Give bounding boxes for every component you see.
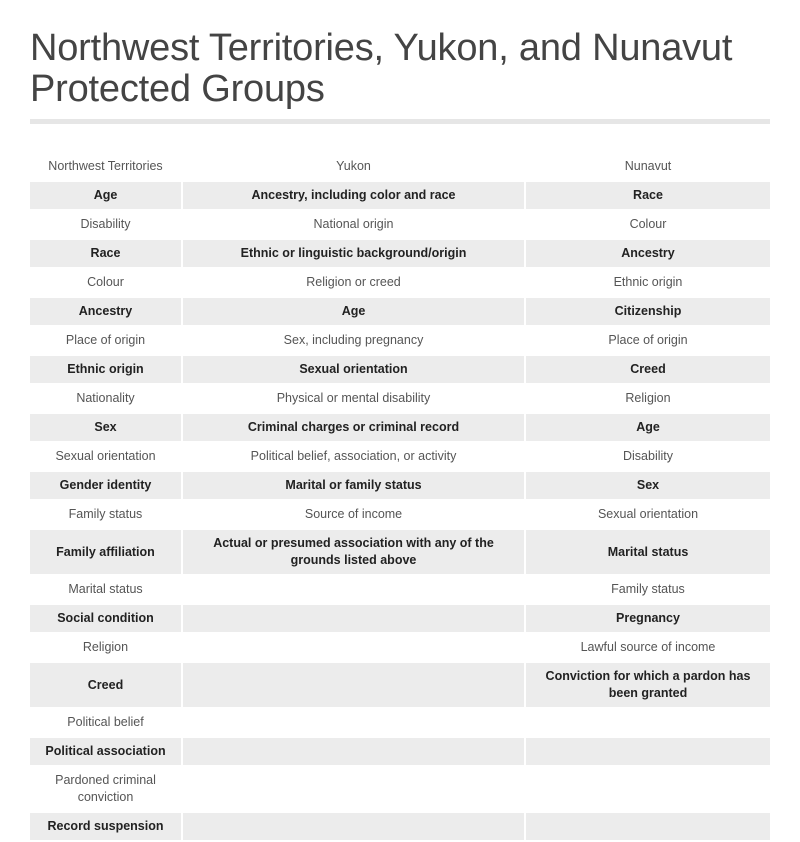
- cell-yukon: National origin: [183, 211, 526, 240]
- cell-northwest-territories: Record suspension: [30, 813, 183, 842]
- table-row: [30, 813, 770, 842]
- table-row: [30, 182, 770, 211]
- table-row: [30, 356, 770, 385]
- cell-nunavut: Citizenship: [526, 298, 770, 327]
- cell-yukon: Political belief, association, or activity: [183, 443, 526, 472]
- cell-nunavut: Colour: [526, 211, 770, 240]
- table-row: [30, 443, 770, 472]
- cell-nunavut: Religion: [526, 385, 770, 414]
- cell-yukon: [183, 767, 526, 813]
- cell-nunavut: Family status: [526, 576, 770, 605]
- cell-nunavut: Race: [526, 182, 770, 211]
- table-row: [30, 327, 770, 356]
- cell-northwest-territories: Pardoned criminal conviction: [30, 767, 183, 813]
- table-body: [30, 182, 770, 842]
- table-row: [30, 298, 770, 327]
- page-title: Northwest Territories, Yukon, and Nunavut Protected Groups: [30, 27, 733, 110]
- cell-yukon: Criminal charges or criminal record: [183, 414, 526, 443]
- table-row: [30, 709, 770, 738]
- protected-groups-table: [30, 153, 770, 842]
- cell-northwest-territories: Age: [30, 182, 183, 211]
- table-row: [30, 634, 770, 663]
- cell-northwest-territories: Disability: [30, 211, 183, 240]
- cell-yukon: [183, 709, 526, 738]
- table-row: [30, 414, 770, 443]
- cell-yukon: Ethnic or linguistic background/origin: [183, 240, 526, 269]
- cell-nunavut: Ancestry: [526, 240, 770, 269]
- cell-nunavut: Sex: [526, 472, 770, 501]
- column-header-northwest-territories: Northwest Territories: [30, 153, 183, 182]
- cell-nunavut: Disability: [526, 443, 770, 472]
- cell-yukon: Sex, including pregnancy: [183, 327, 526, 356]
- cell-northwest-territories: Colour: [30, 269, 183, 298]
- cell-nunavut: Lawful source of income: [526, 634, 770, 663]
- table-row: [30, 385, 770, 414]
- table-row: [30, 576, 770, 605]
- cell-nunavut: [526, 738, 770, 767]
- cell-yukon: Physical or mental disability: [183, 385, 526, 414]
- cell-yukon: Age: [183, 298, 526, 327]
- table-row: [30, 240, 770, 269]
- cell-northwest-territories: Ethnic origin: [30, 356, 183, 385]
- cell-northwest-territories: Family affiliation: [30, 530, 183, 576]
- cell-northwest-territories: Social condition: [30, 605, 183, 634]
- cell-northwest-territories: Sex: [30, 414, 183, 443]
- cell-yukon: Actual or presumed association with any of the grounds listed above: [183, 530, 526, 576]
- table-row: [30, 767, 770, 813]
- cell-northwest-territories: Political association: [30, 738, 183, 767]
- cell-yukon: [183, 605, 526, 634]
- cell-nunavut: Place of origin: [526, 327, 770, 356]
- cell-yukon: Sexual orientation: [183, 356, 526, 385]
- table-header-row: [30, 153, 770, 182]
- cell-northwest-territories: Nationality: [30, 385, 183, 414]
- table-row: [30, 472, 770, 501]
- cell-yukon: [183, 738, 526, 767]
- cell-northwest-territories: Creed: [30, 663, 183, 709]
- cell-yukon: Marital or family status: [183, 472, 526, 501]
- table-row: [30, 211, 770, 240]
- cell-nunavut: Age: [526, 414, 770, 443]
- cell-yukon: [183, 634, 526, 663]
- table-row: [30, 738, 770, 767]
- cell-northwest-territories: Family status: [30, 501, 183, 530]
- cell-nunavut: Conviction for which a pardon has been granted: [526, 663, 770, 709]
- cell-nunavut: [526, 767, 770, 813]
- table-row: [30, 501, 770, 530]
- column-header-yukon: Yukon: [183, 153, 526, 182]
- cell-northwest-territories: Race: [30, 240, 183, 269]
- cell-yukon: Ancestry, including color and race: [183, 182, 526, 211]
- table-row: [30, 269, 770, 298]
- cell-northwest-territories: Religion: [30, 634, 183, 663]
- cell-nunavut: [526, 709, 770, 738]
- cell-nunavut: Ethnic origin: [526, 269, 770, 298]
- cell-northwest-territories: Gender identity: [30, 472, 183, 501]
- table-row: [30, 663, 770, 709]
- title-divider: [30, 119, 770, 124]
- cell-northwest-territories: Place of origin: [30, 327, 183, 356]
- cell-northwest-territories: Sexual orientation: [30, 443, 183, 472]
- cell-nunavut: [526, 813, 770, 842]
- cell-yukon: [183, 663, 526, 709]
- cell-yukon: [183, 576, 526, 605]
- cell-nunavut: Creed: [526, 356, 770, 385]
- cell-nunavut: Pregnancy: [526, 605, 770, 634]
- cell-northwest-territories: Marital status: [30, 576, 183, 605]
- table-row: [30, 605, 770, 634]
- cell-northwest-territories: Ancestry: [30, 298, 183, 327]
- cell-northwest-territories: Political belief: [30, 709, 183, 738]
- column-header-nunavut: Nunavut: [526, 153, 770, 182]
- cell-nunavut: Marital status: [526, 530, 770, 576]
- cell-nunavut: Sexual orientation: [526, 501, 770, 530]
- cell-yukon: Source of income: [183, 501, 526, 530]
- cell-yukon: Religion or creed: [183, 269, 526, 298]
- table-row: [30, 530, 770, 576]
- cell-yukon: [183, 813, 526, 842]
